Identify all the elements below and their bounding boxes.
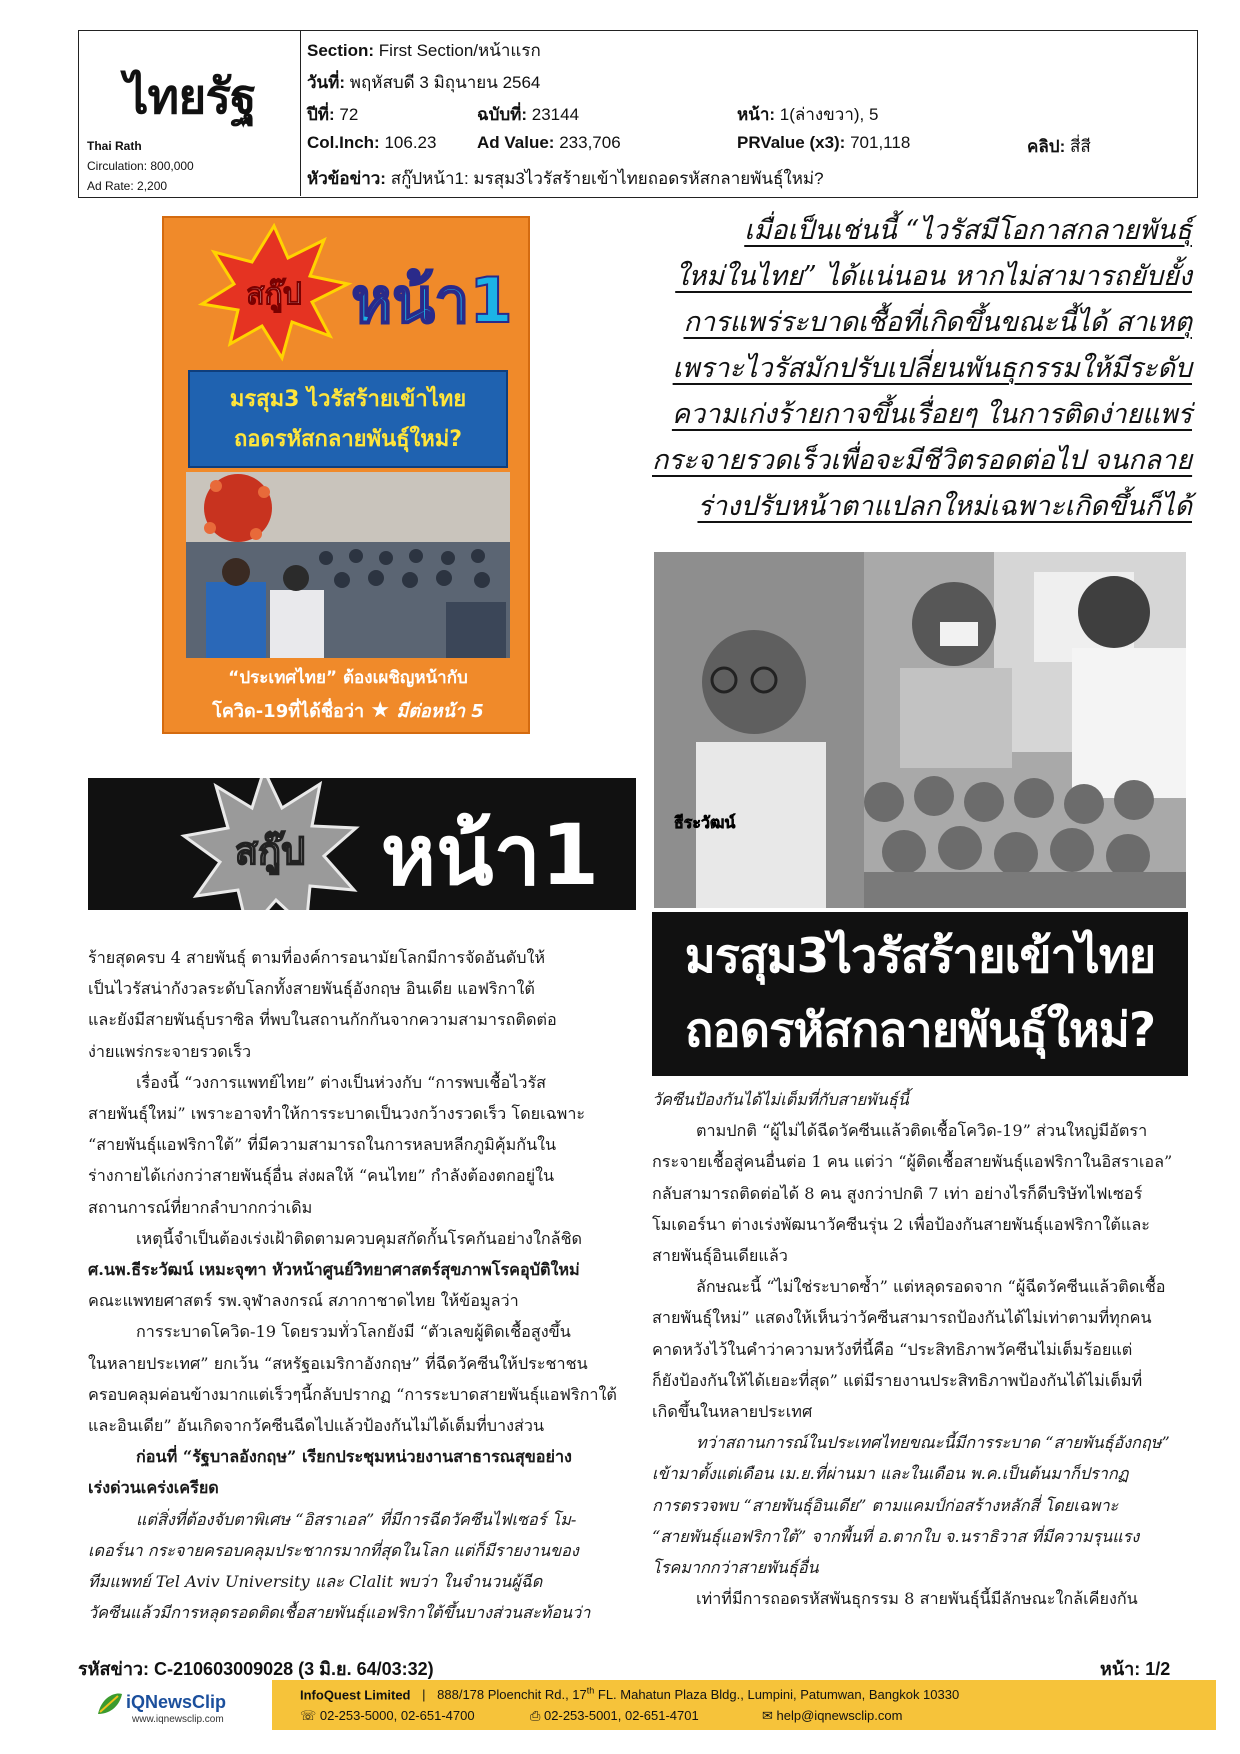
text-line: และยังมีสายพันธุ์บราซิล ที่พบในสถานกักกันจากความสามารถติดต่อ <box>88 1010 557 1030</box>
pull-quote-line: กระจายรวดเร็วเพื่อจะมีชีวิตรอดต่อไป จนกลาย <box>652 445 1193 476</box>
scoop-banner <box>88 778 636 910</box>
email-line <box>762 1708 902 1724</box>
main-headline <box>652 912 1188 1076</box>
text-line: ครอบคลุมค่อนข้างมากแต่เร็วๆนี้กลับปรากฏ “การระบาดสายพันธุ์แอฟริกาใต้ <box>88 1384 617 1404</box>
email-icon: ✉ <box>762 1708 773 1723</box>
photo-caption: ธีระวัฒน์ <box>674 813 736 832</box>
text-line: ร้ายสุดครบ 4 สายพันธุ์ ตามที่องค์การอนามัยโลกมีการจัดอันดับให้ <box>88 948 546 967</box>
text-line: คณะแพทยศาสตร์ รพ.จุฬาลงกรณ์ สภากาชาดไทย ให้ข้อมูลว่า <box>88 1291 519 1311</box>
text-line: การระบาดโควิด-19 โดยรวมทั่วโลกยังมี “ตัวเลขผู้ติดเชื้อสูงขึ้น <box>136 1322 571 1342</box>
newspaper-logo: ไทยรัฐ <box>124 69 256 125</box>
paper-name: Thai Rath <box>87 139 142 153</box>
pull-quote-line: ร่างปรับหน้าตาแปลกใหม่เฉพาะเกิดขึ้นก็ได้ <box>697 491 1192 522</box>
pull-quote-line: ใหม่ในไทย” ได้แน่นอน หากไม่สามารถยับยั้ง <box>675 261 1192 292</box>
star-icon: ★ <box>370 698 391 723</box>
ad-rate: Ad Rate: 2,200 <box>87 179 168 193</box>
clip-field: คลิป: สี่สี <box>1027 137 1091 156</box>
teaser-caption-line2 <box>164 696 532 725</box>
teaser-caption-text: โควิด-19ที่ได้ชื่อว่า <box>212 701 365 722</box>
leaf-logo-icon <box>96 1690 124 1718</box>
pull-quote-line: การแพร่ระบาดเชื้อที่เกิดขึ้นขณะนี้ได้ สาเหตุ <box>683 307 1192 338</box>
text-line: ก็ยังป้องกันให้ได้เยอะที่สุด” แต่มีรายงานประสิทธิภาพป้องกันได้ไม่เต็มที่ <box>652 1370 1143 1390</box>
text-line: คาดหวังไว้ในคำว่าความหวังที่นี้คือ “ประสิทธิภาพวัคซีนไม่เต็มร้อยแต่ <box>652 1339 1133 1359</box>
year-field: ปีที่: 72 <box>307 105 359 124</box>
text-line: โมเดอร์นา ต่างเร่งพัฒนาวัคซีนรุ่น 2 เพื่อป้องกันสายพันธุ์แอฟริกาใต้และ <box>652 1214 1150 1234</box>
main-headline-line1: มรสุม3ไวรัสร้ายเข้าไทย <box>684 929 1156 984</box>
banner-page-word: หน้า1 <box>380 806 600 904</box>
pull-quote <box>652 208 1192 530</box>
text-line: เป็นไวรัสน่ากังวลระดับโลกทั้งสายพันธุ์อังกฤษ อินเดีย แอฟริกาใต้ <box>88 979 535 999</box>
text-line: ลักษณะนี้ “ไม่ใช่ระบาดซ้ำ” แต่หลุดรอดจาก “ผู้ฉีดวัคซีนแล้วติดเชื้อ <box>696 1277 1166 1297</box>
circulation: Circulation: 800,000 <box>87 159 194 173</box>
text-line: เดอร์นา กระจายครอบคลุมประชากรมากที่สุดในโลก แต่ก็มีรายงานของ <box>88 1540 579 1560</box>
colinch-field: Col.Inch: 106.23 <box>307 133 437 152</box>
advalue-field: Ad Value: 233,706 <box>477 133 621 152</box>
left-column-text <box>88 942 636 1628</box>
text-line: แต่สิ่งที่ต้องจับตาพิเศษ “อิสราเอล” ที่มีการฉีดวัคซีนไฟเซอร์ โม- <box>136 1509 577 1529</box>
right-column-text <box>652 1084 1192 1614</box>
phone-numbers: 02-253-5000, 02-651-4700 <box>319 1708 475 1723</box>
news-code: รหัสข่าว: C-210603009028 (3 มิ.ย. 64/03:32) <box>78 1659 434 1679</box>
phone-line <box>300 1708 475 1724</box>
text-line: วัคซีนแล้วมีการหลุดรอดติดเชื้อสายพันธุ์แอฟริกาใต้ขึ้นบางส่วนสะท้อนว่า <box>88 1603 591 1623</box>
text-line: เท่าที่มีการถอดรหัสพันธุกรรม 8 สายพันธุ์นี้มีลักษณะใกล้เคียงกัน <box>696 1589 1138 1609</box>
address: 888/178 Ploenchit Rd., 17th FL. Mahatun Plaza Bldg., Lumpini, Patumwan, Bangkok 10330 <box>437 1686 960 1703</box>
teaser-title-graphic <box>164 218 532 368</box>
footer-contact-bar <box>272 1680 1216 1730</box>
text-line: กลับสามารถติดต่อได้ 8 คน สูงกว่าปกติ 7 เท่า อย่างไรก็ดีบริษัทไฟเซอร์ <box>652 1183 1143 1203</box>
text-line: และอินเดีย” อันเกิดจากวัคซีนฉีดไปแล้วป้องกันไม่ได้เต็มที่บางส่วน <box>88 1416 545 1436</box>
headline-line: หัวข้อข่าว: สกู๊ปหน้า1: มรสุม3ไวรัสร้ายเข้าไทยถอดรหัสกลายพันธุ์ใหม่? <box>307 169 824 188</box>
prvalue-field: PRValue (x3): 701,118 <box>737 133 911 152</box>
text-line: ทว่าสถานการณ์ในประเทศไทยขณะนี้มีการระบาด “สายพันธุ์อังกฤษ” <box>696 1433 1170 1453</box>
teaser-continued: มีต่อหน้า 5 <box>396 701 484 722</box>
page-field: หน้า: 1(ล่างขวา), 5 <box>737 105 879 124</box>
phone-icon: ☏ <box>300 1708 317 1723</box>
text-line: โรคมากกว่าสายพันธุ์อื่น <box>652 1558 819 1578</box>
fax-line <box>530 1708 699 1724</box>
fax-icon: ⎙ <box>530 1708 541 1723</box>
logo-cell <box>79 31 301 196</box>
text-line: “สายพันธุ์แอฟริกาใต้” จากพื้นที่ อ.ตากใบ จ.นราธิวาส ที่มีความรุนแรง <box>652 1526 1140 1546</box>
text-line: การตรวจพบ “สายพันธุ์อินเดีย” ตามแคมป์ก่อสร้างหลักสี่ โดยเฉพาะ <box>652 1495 1119 1515</box>
text-line: ในหลายประเทศ” ยกเว้น “สหรัฐอเมริกาอังกฤษ” ที่ฉีดวัคซีนให้ประชาชน <box>88 1353 588 1373</box>
text-line: สายพันธุ์อินเดียแล้ว <box>652 1246 788 1266</box>
pull-quote-line: เพราะไวรัสมักปรับเปลี่ยนพันธุกรรมให้มีระดับ <box>672 353 1192 384</box>
brand-url: www.iqnewsclip.com <box>132 1714 224 1725</box>
banner-scoop-word: สกู๊ป <box>234 829 306 873</box>
text-line: เรื่องนี้ “วงการแพทย์ไทย” ต่างเป็นห่วงกับ “การพบเชื้อไวรัส <box>136 1072 547 1092</box>
teaser-scoop-word: สกู๊ป <box>246 277 302 312</box>
teaser-headline-line1: มรสุม3 ไวรัสร้ายเข้าไทย <box>229 387 467 412</box>
text-line: ศ.นพ.ธีระวัฒน์ เหมะจุฑา หัวหน้าศูนย์วิทยาศาสตร์สุขภาพโรคอุบัติใหม่ <box>88 1260 580 1280</box>
text-line: กระจายเชื้อสู่คนอื่นต่อ 1 คน แต่ว่า “ผู้ติดเชื้อสายพันธุ์แอฟริกาในอิสราเอล” <box>652 1152 1173 1172</box>
date-line: วันที่: พฤหัสบดี 3 มิถุนายน 2564 <box>307 73 541 92</box>
clipping-header <box>78 30 1198 198</box>
text-line: ทีมแพทย์ Tel Aviv University และ Clalit พบว่า ในจำนวนผู้ฉีด <box>88 1572 543 1592</box>
company-name: InfoQuest Limited <box>300 1687 411 1703</box>
section-line: Section: First Section/หน้าแรก <box>307 41 541 60</box>
text-line: ง่ายแพร่กระจายรวดเร็ว <box>88 1041 252 1061</box>
text-line: ก่อนที่ “รัฐบาลอังกฤษ” เรียกประชุมหน่วยงานสาธารณสุขอย่าง <box>136 1447 572 1467</box>
company-address: InfoQuest Limited | 888/178 Ploenchit Rd., 17th FL. Mahatun Plaza Bldg., Lumpini, Patumwan, Bangkok 10330 <box>300 1686 960 1703</box>
text-line: วัคซีนป้องกันได้ไม่เต็มที่กับสายพันธุ์นี้ <box>652 1090 909 1109</box>
page-number: หน้า: 1/2 <box>1100 1659 1171 1679</box>
teaser-headline-box <box>188 370 508 468</box>
text-line: ตามปกติ “ผู้ไม่ได้ฉีดวัคซีนแล้วติดเชื้อโควิด-19” ส่วนใหญ่มีอัตรา <box>696 1121 1148 1141</box>
vaccination-photo <box>186 472 510 658</box>
text-line: เหตุนี้จำเป็นต้องเร่งเฝ้าติดตามควบคุมสกัดกั้นโรคกันอย่างใกล้ชิด <box>136 1228 583 1248</box>
text-line: สายพันธุ์ใหม่” เพราะอาจทำให้การระบาดเป็นวงกว้างรวดเร็ว โดยเฉพาะ <box>88 1104 586 1124</box>
issue-field: ฉบับที่: 23144 <box>477 105 580 124</box>
text-line: สถานการณ์ที่ยากลำบากกว่าเดิม <box>88 1197 313 1217</box>
pull-quote-line: ความเก่งร้ายกาจขึ้นเรื่อยๆ ในการติดง่ายแพร่ <box>671 399 1192 430</box>
text-line: เข้ามาตั้งแต่เดือน เม.ย.ที่ผ่านมา และในเดือน พ.ค.เป็นต้นมาก็ปรากฏ <box>652 1464 1129 1484</box>
teaser-box <box>162 216 530 734</box>
teaser-page-word: หน้า1 <box>351 264 513 337</box>
text-line: ร่างกายได้เก่งกว่าสายพันธุ์อื่น ส่งผลให้ “คนไทย” กำลังต้องตกอยู่ใน <box>88 1166 555 1186</box>
text-line: เร่งด่วนเคร่งเครียด <box>88 1478 219 1498</box>
main-headline-line2: ถอดรหัสกลายพันธุ์ใหม่? <box>684 1003 1156 1058</box>
doctor-staff-photo <box>654 552 1186 908</box>
text-line: เกิดขึ้นในหลายประเทศ <box>652 1402 813 1422</box>
email-address: help@iqnewsclip.com <box>776 1708 903 1723</box>
iqnewsclip-logo <box>96 1690 266 1730</box>
text-line: สายพันธุ์ใหม่” แสดงให้เห็นว่าวัคซีนสามารถป้องกันได้ไม่เท่าตามที่ทุกคน <box>652 1308 1152 1328</box>
teaser-caption-line1: “ประเทศไทย” ต้องเผชิญหน้ากับ <box>228 668 468 688</box>
teaser-headline-line2: ถอดรหัสกลายพันธุ์ใหม่? <box>233 427 463 452</box>
text-line: “สายพันธุ์แอฟริกาใต้” ที่มีความสามารถในการหลบหลีกภูมิคุ้มกันใน <box>88 1135 557 1155</box>
pull-quote-line: เมื่อเป็นเช่นนี้ “ไวรัสมีโอกาสกลายพันธุ์ <box>744 215 1192 246</box>
fax-numbers: 02-253-5001, 02-651-4701 <box>544 1708 699 1723</box>
brand-name: iQNewsClip <box>126 1692 227 1712</box>
